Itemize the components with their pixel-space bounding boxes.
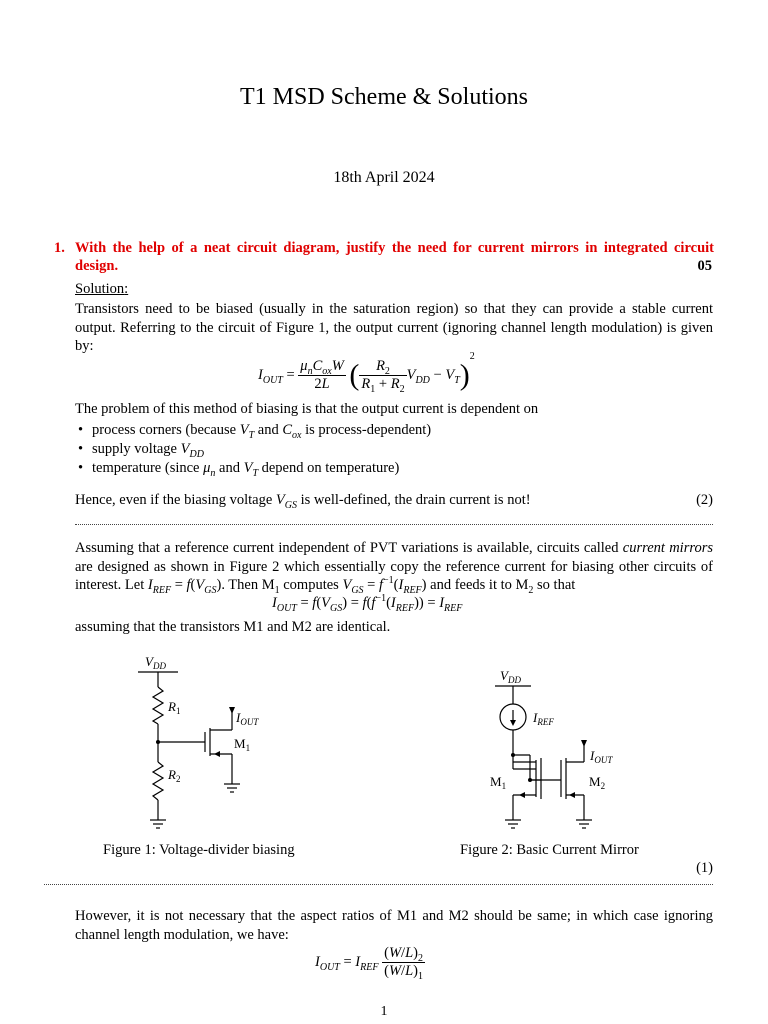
equation-mirror: $I_{OUT} = f(V_{GS}) = f(f^{-1}(I_{REF})) = I_{REF}$ — [272, 593, 463, 614]
paragraph-3: Hence, even if the biasing voltage $V_{GS}$ is well-defined, the drain current is not! (2) — [75, 492, 713, 511]
fig1-m1-label: $M_1$ — [234, 736, 251, 753]
fig1-vdd-label: $V_{DD}$ — [145, 654, 166, 671]
figure-2-caption: Figure 2: Basic Current Mirror — [460, 842, 639, 858]
list-item: • temperature (since $\mu_n$ and $V_T$ depend on temperature) — [92, 459, 431, 478]
figure-1-caption: Figure 1: Voltage-divider biasing — [103, 842, 295, 858]
fig1-iout-label: $I_{OUT}$ — [236, 710, 259, 727]
separator-dots-2 — [44, 884, 713, 885]
solution-label: Solution — [75, 281, 125, 297]
fig2-vdd-label: $V_{DD}$ — [500, 668, 521, 685]
paragraph-5: assuming that the transistors M1 and M2 are identical. — [75, 619, 391, 635]
equation-aspect-ratio: $I_{OUT} = I_{REF}$ $\frac{(W/L)_2}{(W/L)_1}$ — [315, 945, 423, 982]
fig2-m1-label: $M_1$ — [490, 774, 507, 791]
page-number: 1 — [380, 1004, 388, 1019]
fig1-r2-label: $R_2$ — [168, 767, 181, 784]
equation-iout-divider: $I_{OUT}$ = $\frac{\mu_nC_{ox}W}{2L}$ ( $\frac{R_2}{R_1 + R_2}$ $V_{DD} - V_T)^2$ — [258, 351, 475, 396]
page-title: T1 MSD Scheme & Solutions — [239, 84, 528, 110]
question-number: 1. — [54, 240, 65, 256]
figure-1-voltage-divider — [110, 650, 310, 835]
separator-dots — [75, 524, 713, 525]
list-item: • process corners (because $V_T$ and $C_{ox}$ is process-dependent) — [92, 421, 431, 440]
document-date: 18th April 2024 — [333, 169, 435, 186]
marks-2: (2) — [696, 492, 713, 508]
fig2-iout-label: $I_{OUT}$ — [590, 748, 613, 765]
fig2-m2-label: $M_2$ — [589, 774, 606, 791]
paragraph-6: However, it is not necessary that the aspect ratios of M1 and M2 should be same; in which case ignoring channel length modulation, we have: — [75, 908, 713, 943]
paragraph-2: The problem of this method of biasing is that the output current is dependent on — [75, 401, 539, 417]
paragraph-1: Transistors need to be biased (usually in the saturation region) so that they can provide a stable current output. Referring to the circuit of Figure 1, the output current (ignoring channel length modulation) is given by: — [75, 301, 713, 354]
figure-2-current-mirror — [470, 662, 630, 837]
marks-1: (1) — [696, 860, 713, 876]
question-text: With the help of a neat circuit diagram, justify the need for current mirrors in integrated circuit design. — [75, 240, 714, 274]
fig2-iref-label: $I_{REF}$ — [533, 710, 554, 727]
bullet-list — [92, 421, 431, 478]
paragraph-4: Assuming that a reference current independent of PVT variations is available, circuits called current mirrors are designed as shown in Figure 2 which essentially copy the reference current for biasing other circuits of interest. Let $I_{REF} = f(V_{GS})$. Then $M_1$ computes $V_{GS} = f^{-1}(I_{REF})$ and feeds it to $M_2$ so that — [75, 540, 713, 596]
list-item: • supply voltage $V_{DD}$ — [92, 440, 431, 459]
solution-heading: Solution: — [75, 281, 129, 297]
question-marks: 05 — [697, 258, 712, 274]
fig1-r1-label: $R_1$ — [168, 699, 181, 716]
